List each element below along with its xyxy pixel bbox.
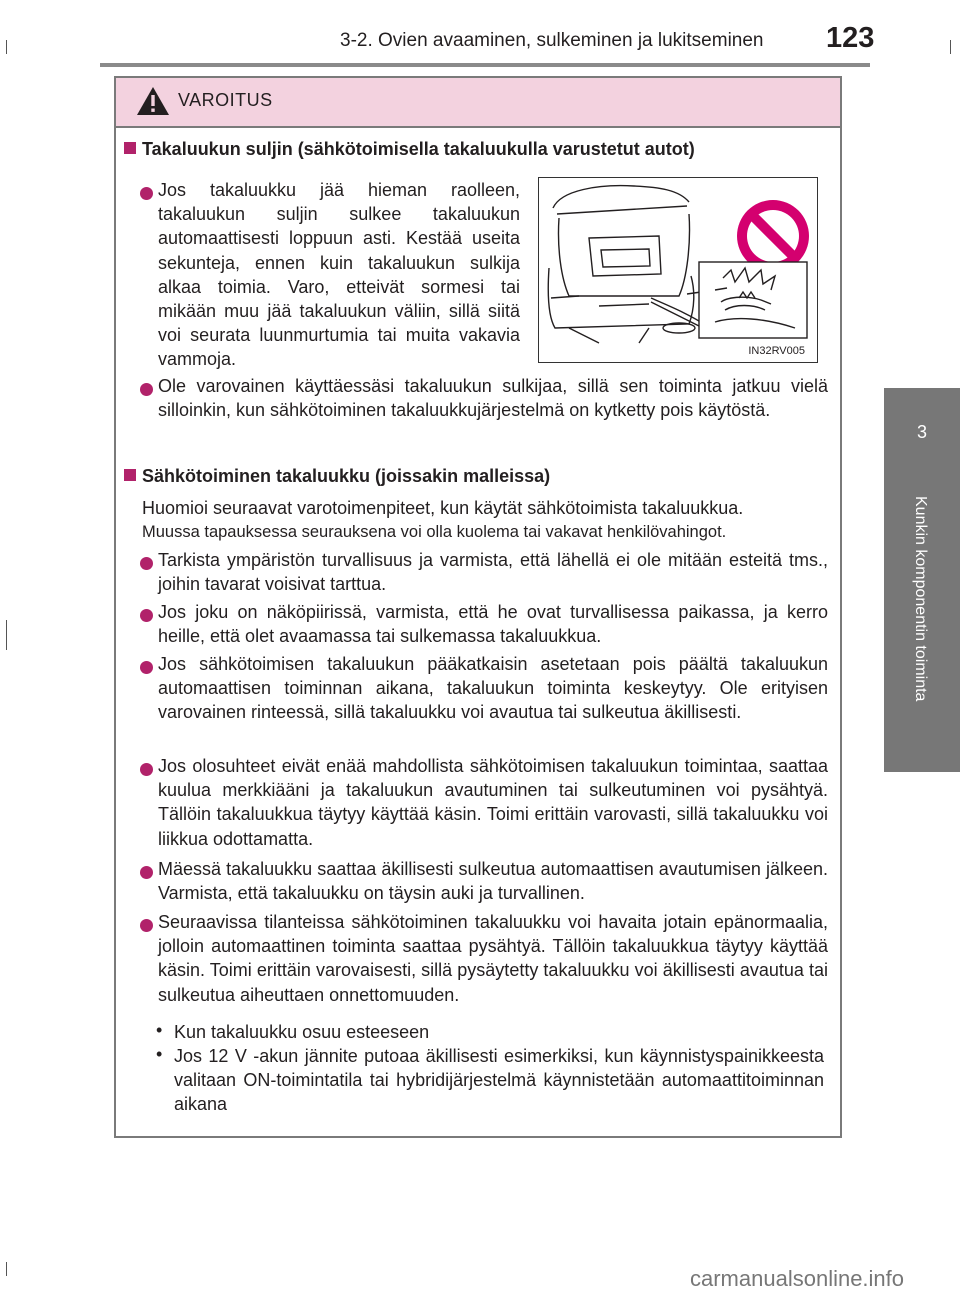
section-title: [124, 137, 834, 161]
square-bullet-icon: [124, 469, 136, 481]
circle-bullet-icon: [140, 661, 153, 674]
warning-item: Tarkista ympäristön turvallisuus ja varmista, että lähellä ei ole mitään esteitä tms., joihin tavarat voisivat tarttua.: [158, 550, 828, 595]
circle-bullet-icon: [140, 557, 153, 570]
circle-bullet-icon: [140, 763, 153, 776]
tailgate-warning-illustration: [538, 177, 818, 363]
warning-item: Jos olosuhteet eivät enää mahdollista sähkötoimisen takaluukun toimintaa, saattaa kuulua merkkiääni ja takaluukun avautuminen tai sulkeutuminen voi pysähtyä. Tällöin takaluukkua täytyy käyttää käsin. Toimi erittäin varovasti, sillä takaluukku voi liikkua odottamatta.: [158, 756, 828, 849]
warning-item: Seuraavissa tilanteissa sähkötoiminen takaluukku voi havaita jotain epänormaalia, jolloin automaattinen toiminta saattaa pysähtyä. Tällöin takaluukkua täytyy käyttää käsin. Toimi erittäin varovaisesti, sillä pysäytetty takaluukku voi äkillisesti avautua tai sulkeutua aiheuttaen onnettomuuden.: [158, 912, 828, 1005]
section-intro: Huomioi seuraavat varotoimenpiteet, kun käytät sähkötoimista takaluukkua.: [142, 498, 744, 518]
warning-label: VAROITUS: [178, 90, 273, 110]
section-note: Muussa tapauksessa seurauksena voi olla kuolema tai vakavat henkilövahingot.: [142, 523, 727, 541]
chapter-side-tab[interactable]: [884, 388, 960, 772]
circle-bullet-icon: [140, 383, 153, 396]
warning-item: Jos sähkötoimisen takaluukun pääkatkaisin asetetaan pois päältä takaluukun automaattisen toiminnan aikana, takaluukun toiminta keskeytyy. Ole erityisen varovainen rinteessä, sillä takaluukku voi avautua tai sulkeutua äkillisesti.: [158, 654, 828, 723]
warning-header: [116, 78, 840, 128]
figure-code: IN32RV005: [748, 345, 805, 357]
chapter-label-wrap: [884, 496, 960, 746]
sub-item: Jos 12 V -akun jännite putoaa äkillisesti esimerkiksi, kun käynnistyspainikkeesta valitaan ON-toimintatila tai hybridijärjestelmä käynnistetään automaattitoiminnan aikana: [174, 1046, 824, 1115]
header-rule: [100, 63, 870, 67]
section-title-text: Takaluukun suljin (sähkötoimisella takaluukulla varustetut autot): [142, 139, 695, 159]
warning-item: Mäessä takaluukku saattaa äkillisesti sulkeutua automaattisen avautumisen jälkeen. Varmista, että takaluukku on täysin auki ja turvallinen.: [158, 859, 828, 904]
section-title: [124, 464, 834, 488]
crop-mark: [6, 40, 7, 54]
circle-bullet-icon: [140, 866, 153, 879]
warning-item: Jos takaluukku jää hieman raolleen, takaluukun suljin sulkee takaluukun automaattisesti loppuun asti. Kestää useita sekunteja, ennen kuin takaluukun sulkija alkaa toimia. Varo, etteivät sormesi tai mikään muu jää takaluukun väliin, sillä siitä voi seurata luunmurtumia tai muita vakavia vammoja.: [158, 180, 520, 370]
square-bullet-icon: [124, 142, 136, 154]
chapter-number: 3: [916, 422, 927, 442]
crop-mark: [6, 1262, 7, 1276]
sub-item: Kun takaluukku osuu esteeseen: [174, 1022, 430, 1042]
section-title-text: Sähkötoiminen takaluukku (joissakin malleissa): [142, 466, 551, 486]
circle-bullet-icon: [140, 187, 153, 200]
circle-bullet-icon: [140, 609, 153, 622]
sub-bullet-icon: •: [156, 1020, 163, 1040]
chapter-heading: 3-2. Ovien avaaminen, sulkeminen ja lukitseminen: [340, 30, 764, 51]
circle-bullet-icon: [140, 919, 153, 932]
page-number: 123: [826, 22, 875, 54]
crop-mark: [6, 620, 7, 650]
sub-bullet-icon: •: [156, 1044, 163, 1064]
warning-item: Ole varovainen käyttäessäsi takaluukun sulkijaa, sillä sen toiminta jatkuu vielä silloinkin, kun sähkötoiminen takaluukkujärjestelmä on kytketty pois käytöstä.: [158, 376, 828, 421]
watermark: carmanualsonline.info: [690, 1266, 905, 1291]
car-rear-drawing: [539, 178, 816, 361]
crop-mark: [950, 40, 951, 54]
warning-item: Jos joku on näköpiirissä, varmista, että he ovat turvallisessa paikassa, ja kerro heille, että olet avaamassa tai sulkemassa takaluukkua.: [158, 602, 828, 647]
chapter-label: Kunkin komponentin toiminta: [912, 496, 929, 702]
warning-triangle-icon: [136, 86, 170, 116]
